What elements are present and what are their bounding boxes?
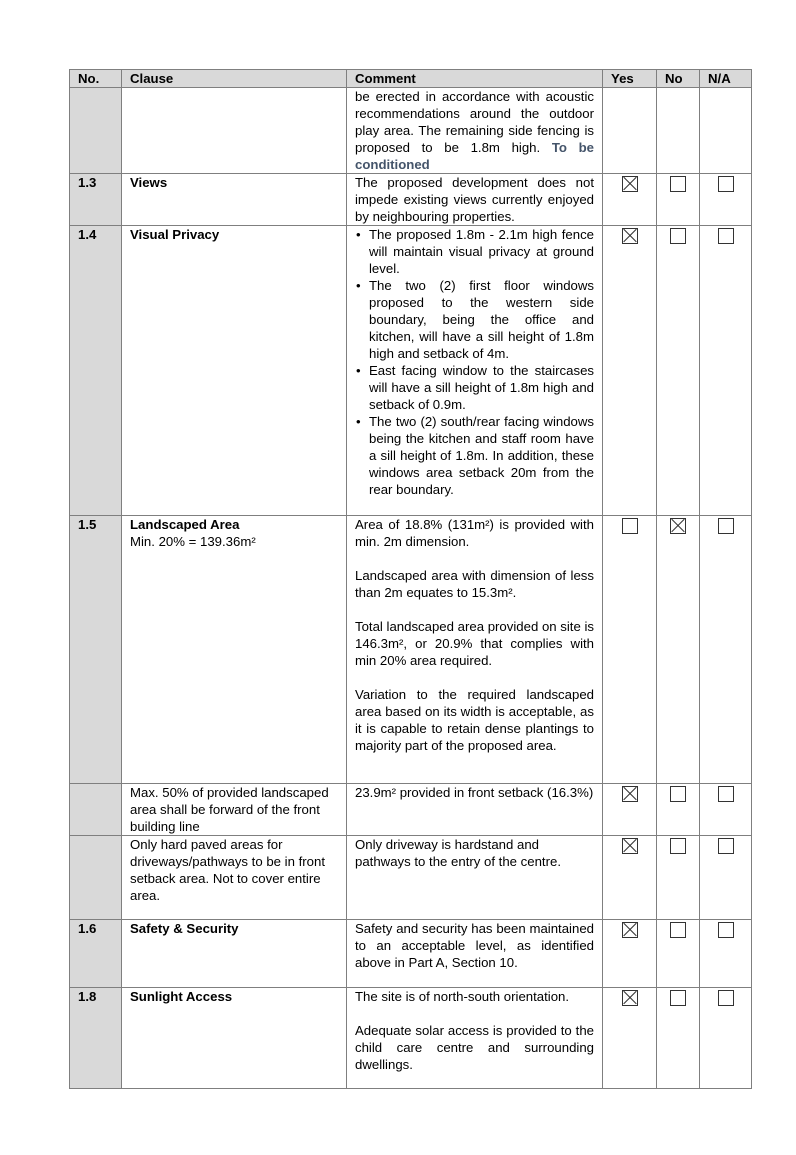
na-cell [700,88,752,174]
yes-cell[interactable] [603,174,657,226]
no-cell[interactable] [657,836,700,920]
na-checkbox[interactable] [718,838,734,854]
yes-checkbox[interactable] [622,990,638,1006]
header-yes: Yes [603,70,657,88]
comment-paragraph: The site is of north-south orientation. [355,989,570,1004]
row-clause: Only hard paved areas for driveways/pathways to be in front setback area. Not to cover entire area. [122,836,347,920]
row-clause: Safety & Security [122,920,347,988]
table-row [70,784,752,836]
row-clause: Views [122,174,347,226]
row-number [70,836,122,920]
row-clause: Visual Privacy [122,226,347,516]
no-cell[interactable] [657,920,700,988]
no-checkbox[interactable] [670,922,686,938]
row-clause: Max. 50% of provided landscaped area shall be forward of the front building line [122,784,347,836]
row-comment [347,226,603,516]
row-clause: Sunlight Access [122,988,347,1089]
no-cell[interactable] [657,226,700,516]
yes-checkbox[interactable] [622,786,638,802]
no-checkbox[interactable] [670,228,686,244]
row-comment: The proposed development does not impede existing views currently enjoyed by neighbouring properties. [347,174,603,226]
na-checkbox[interactable] [718,990,734,1006]
table-row [70,988,752,1089]
bullet-item: • The two (2) south/rear facing windows being the kitchen and staff room have a sill height of 1.8m. In addition, these windows area setback 20m from the rear boundary. [369,413,594,498]
na-cell[interactable] [700,836,752,920]
yes-cell [603,88,657,174]
row-comment [347,88,603,174]
table-row [70,516,752,784]
table-row [70,836,752,920]
no-cell[interactable] [657,174,700,226]
yes-checkbox[interactable] [622,176,638,192]
comment-paragraph: Area of 18.8% (131m²) is provided with min. 2m dimension. [355,517,594,549]
no-cell[interactable] [657,516,700,784]
row-comment [347,988,603,1089]
table-row [70,226,752,516]
header-na: N/A [700,70,752,88]
row-comment: Only driveway is hardstand and pathways to the entry of the centre. [347,836,603,920]
row-number [70,88,122,174]
yes-cell[interactable] [603,226,657,516]
row-comment: 23.9m² provided in front setback (16.3%) [347,784,603,836]
row-clause [122,516,347,784]
table-row [70,88,752,174]
no-checkbox[interactable] [670,838,686,854]
header-no: No. [70,70,122,88]
no-cell[interactable] [657,988,700,1089]
row-number: 1.6 [70,920,122,988]
assessment-table [69,69,752,1089]
yes-cell[interactable] [603,784,657,836]
row-comment [347,516,603,784]
clause-title: Landscaped Area [130,517,240,532]
header-comment: Comment [347,70,603,88]
na-cell[interactable] [700,174,752,226]
comment-text: be erected in accordance with acoustic recommendations around the outdoor play area. The remaining side fencing is proposed to be 1.8m high. [355,89,594,155]
na-checkbox[interactable] [718,786,734,802]
header-no-column: No [657,70,700,88]
yes-checkbox[interactable] [622,922,638,938]
comment-paragraph: Adequate solar access is provided to the child care centre and surrounding dwellings. [355,1023,594,1072]
yes-checkbox[interactable] [622,228,638,244]
yes-checkbox[interactable] [622,518,638,534]
table-row [70,174,752,226]
row-number [70,784,122,836]
row-number: 1.4 [70,226,122,516]
comment-paragraph: Landscaped area with dimension of less than 2m equates to 15.3m². [355,568,594,600]
na-cell[interactable] [700,784,752,836]
bullet-list [355,226,594,498]
no-checkbox[interactable] [670,518,686,534]
yes-cell[interactable] [603,920,657,988]
no-cell [657,88,700,174]
no-checkbox[interactable] [670,786,686,802]
yes-cell[interactable] [603,988,657,1089]
yes-cell[interactable] [603,516,657,784]
no-checkbox[interactable] [670,990,686,1006]
row-number: 1.5 [70,516,122,784]
na-checkbox[interactable] [718,922,734,938]
header-row [70,70,752,88]
bullet-item: • The proposed 1.8m - 2.1m high fence will maintain visual privacy at ground level. [369,226,594,277]
na-cell[interactable] [700,988,752,1089]
na-checkbox[interactable] [718,228,734,244]
table-row [70,920,752,988]
header-clause: Clause [122,70,347,88]
condition-note: To be conditioned [355,140,594,172]
comment-paragraph: Total landscaped area provided on site is 146.3m², or 20.9% that complies with min 20% area required. [355,619,594,668]
no-cell[interactable] [657,784,700,836]
bullet-item: • East facing window to the staircases will have a sill height of 1.8m high and setback of 0.9m. [369,362,594,413]
yes-checkbox[interactable] [622,838,638,854]
yes-cell[interactable] [603,836,657,920]
row-number: 1.3 [70,174,122,226]
comment-paragraph: Variation to the required landscaped area based on its width is acceptable, as it is capable to retain dense plantings to majority part of the proposed area. [355,687,594,753]
na-cell[interactable] [700,920,752,988]
na-checkbox[interactable] [718,176,734,192]
clause-requirement: Min. 20% = 139.36m² [130,534,256,549]
bullet-item: • The two (2) first floor windows proposed to the western side boundary, being the office and kitchen, will have a sill height of 1.8m high and setback of 4m. [369,277,594,362]
na-checkbox[interactable] [718,518,734,534]
row-comment: Safety and security has been maintained to an acceptable level, as identified above in Part A, Section 10. [347,920,603,988]
row-number: 1.8 [70,988,122,1089]
row-clause [122,88,347,174]
no-checkbox[interactable] [670,176,686,192]
na-cell[interactable] [700,516,752,784]
na-cell[interactable] [700,226,752,516]
